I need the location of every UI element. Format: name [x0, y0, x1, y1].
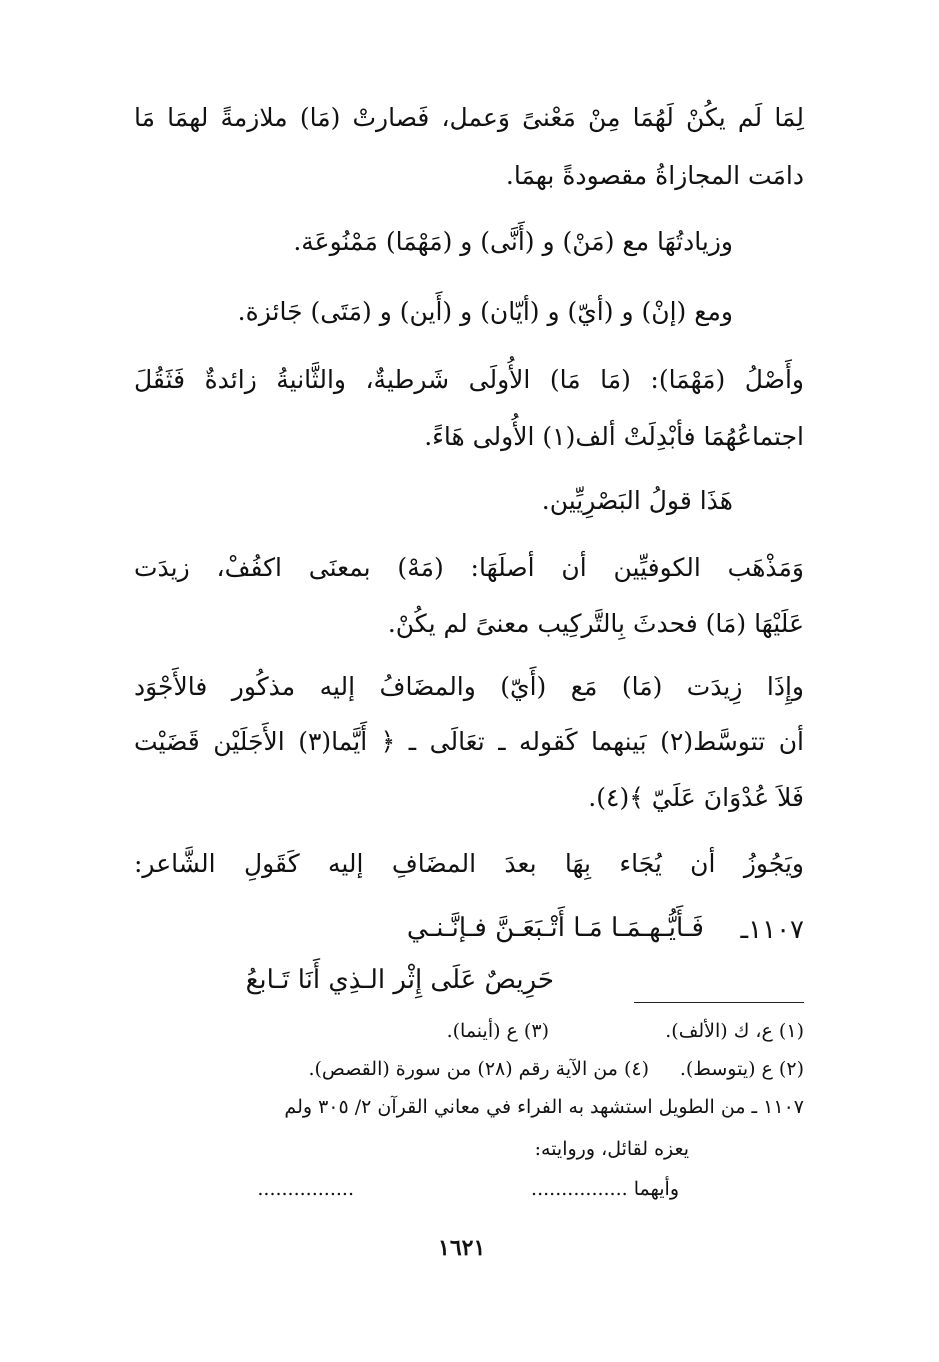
footnote-verse-start: وأيهما ................ — [531, 1178, 679, 1200]
body-line: وإِذَا زِيدَت (مَا) مَع (أَيّ) والمضَافُ إليه مذكُور فالأَجْوَد — [134, 672, 804, 701]
body-paragraph: وزيادتُهَا مع (مَنْ) و (أَنَّى) و (مَهْمَا) مَمْنُوعَة. — [293, 227, 733, 256]
footnote: يعزه لقائل، وروايته: — [534, 1138, 689, 1160]
body-line: دامَت المجازاةُ مقصودةً بهمَا. — [505, 161, 804, 190]
body-line: وأَصْلُ (مَهْمَا): (مَا مَا) الأُولَى شَرطيةٌ، والثَّانيةُ زائدةٌ فَثَقُلَ — [134, 365, 804, 394]
footnote-verse-end: ................ — [257, 1178, 354, 1200]
footnote: (١) ع، ك (الألف). — [665, 1020, 804, 1042]
body-line: عَلَيْهَا (مَا) فحدثَ بِالتَّركِيب معنىً لم يكُنْ. — [387, 609, 804, 638]
footnote: ١١٠٧ ـ من الطويل استشهد به الفراء في معاني القرآن ٢/ ٣٠٥ ولم — [284, 1096, 804, 1118]
body-line: لِمَا لَم يكُنْ لَهُمَا مِنْ مَعْنىً وَعمل، فَصارتْ (مَا) ملازمةً لهمَا مَا — [134, 103, 805, 132]
footnote: (٤) من الآية رقم (٢٨) من سورة (القصص). — [308, 1058, 649, 1080]
body-line: وَمَذْهَب الكوفيِّين أن أصلَهَا: (مَهْ) بمعنَى اكفُفْ، زيدَت — [134, 553, 804, 582]
page-number: ١٦٢١ — [438, 1235, 486, 1261]
verse-number: ١١٠٧ـ — [740, 915, 804, 945]
body-line: ويَجُوزُ أن يُجَاء بِهَا بعدَ المضَافِ إليه كَقَولِ الشَّاعر: — [134, 849, 804, 878]
body-line: اجتماعُهُمَا فأبْدِلَتْ ألف(١) الأُولى هَاءً. — [424, 422, 804, 451]
verse-hemistich-2: حَرِيصٌ عَلَى إِثْر الـذِي أَنَا تَـابعُ — [245, 965, 554, 995]
footnote-separator — [634, 1002, 804, 1003]
verse-hemistich-1: فَـأَيُّـهـمَـا مَـا أَتْـبَعَـنَّ فـإنَّـنـي — [406, 913, 704, 943]
body-line: أن تتوسَّط(٢) بَينهما كَقوله ـ تعَالَى ـ ﴿ أَيَّما(٣) الأَجَلَيْن قَضَيْت — [134, 727, 804, 756]
footnote: (٣) ع (أينما). — [446, 1020, 549, 1042]
body-paragraph: ومع (إنْ) و (أيّ) و (أيّان) و (أَين) و (مَتَى) جَائزة. — [237, 297, 733, 326]
footnote: (٢) ع (يتوسط). — [679, 1058, 804, 1080]
body-line: فَلاَ عُدْوَانَ عَلَيّ ﴾(٤). — [588, 783, 804, 812]
body-paragraph: هَذَا قولُ البَصْرِيِّين. — [541, 486, 733, 515]
